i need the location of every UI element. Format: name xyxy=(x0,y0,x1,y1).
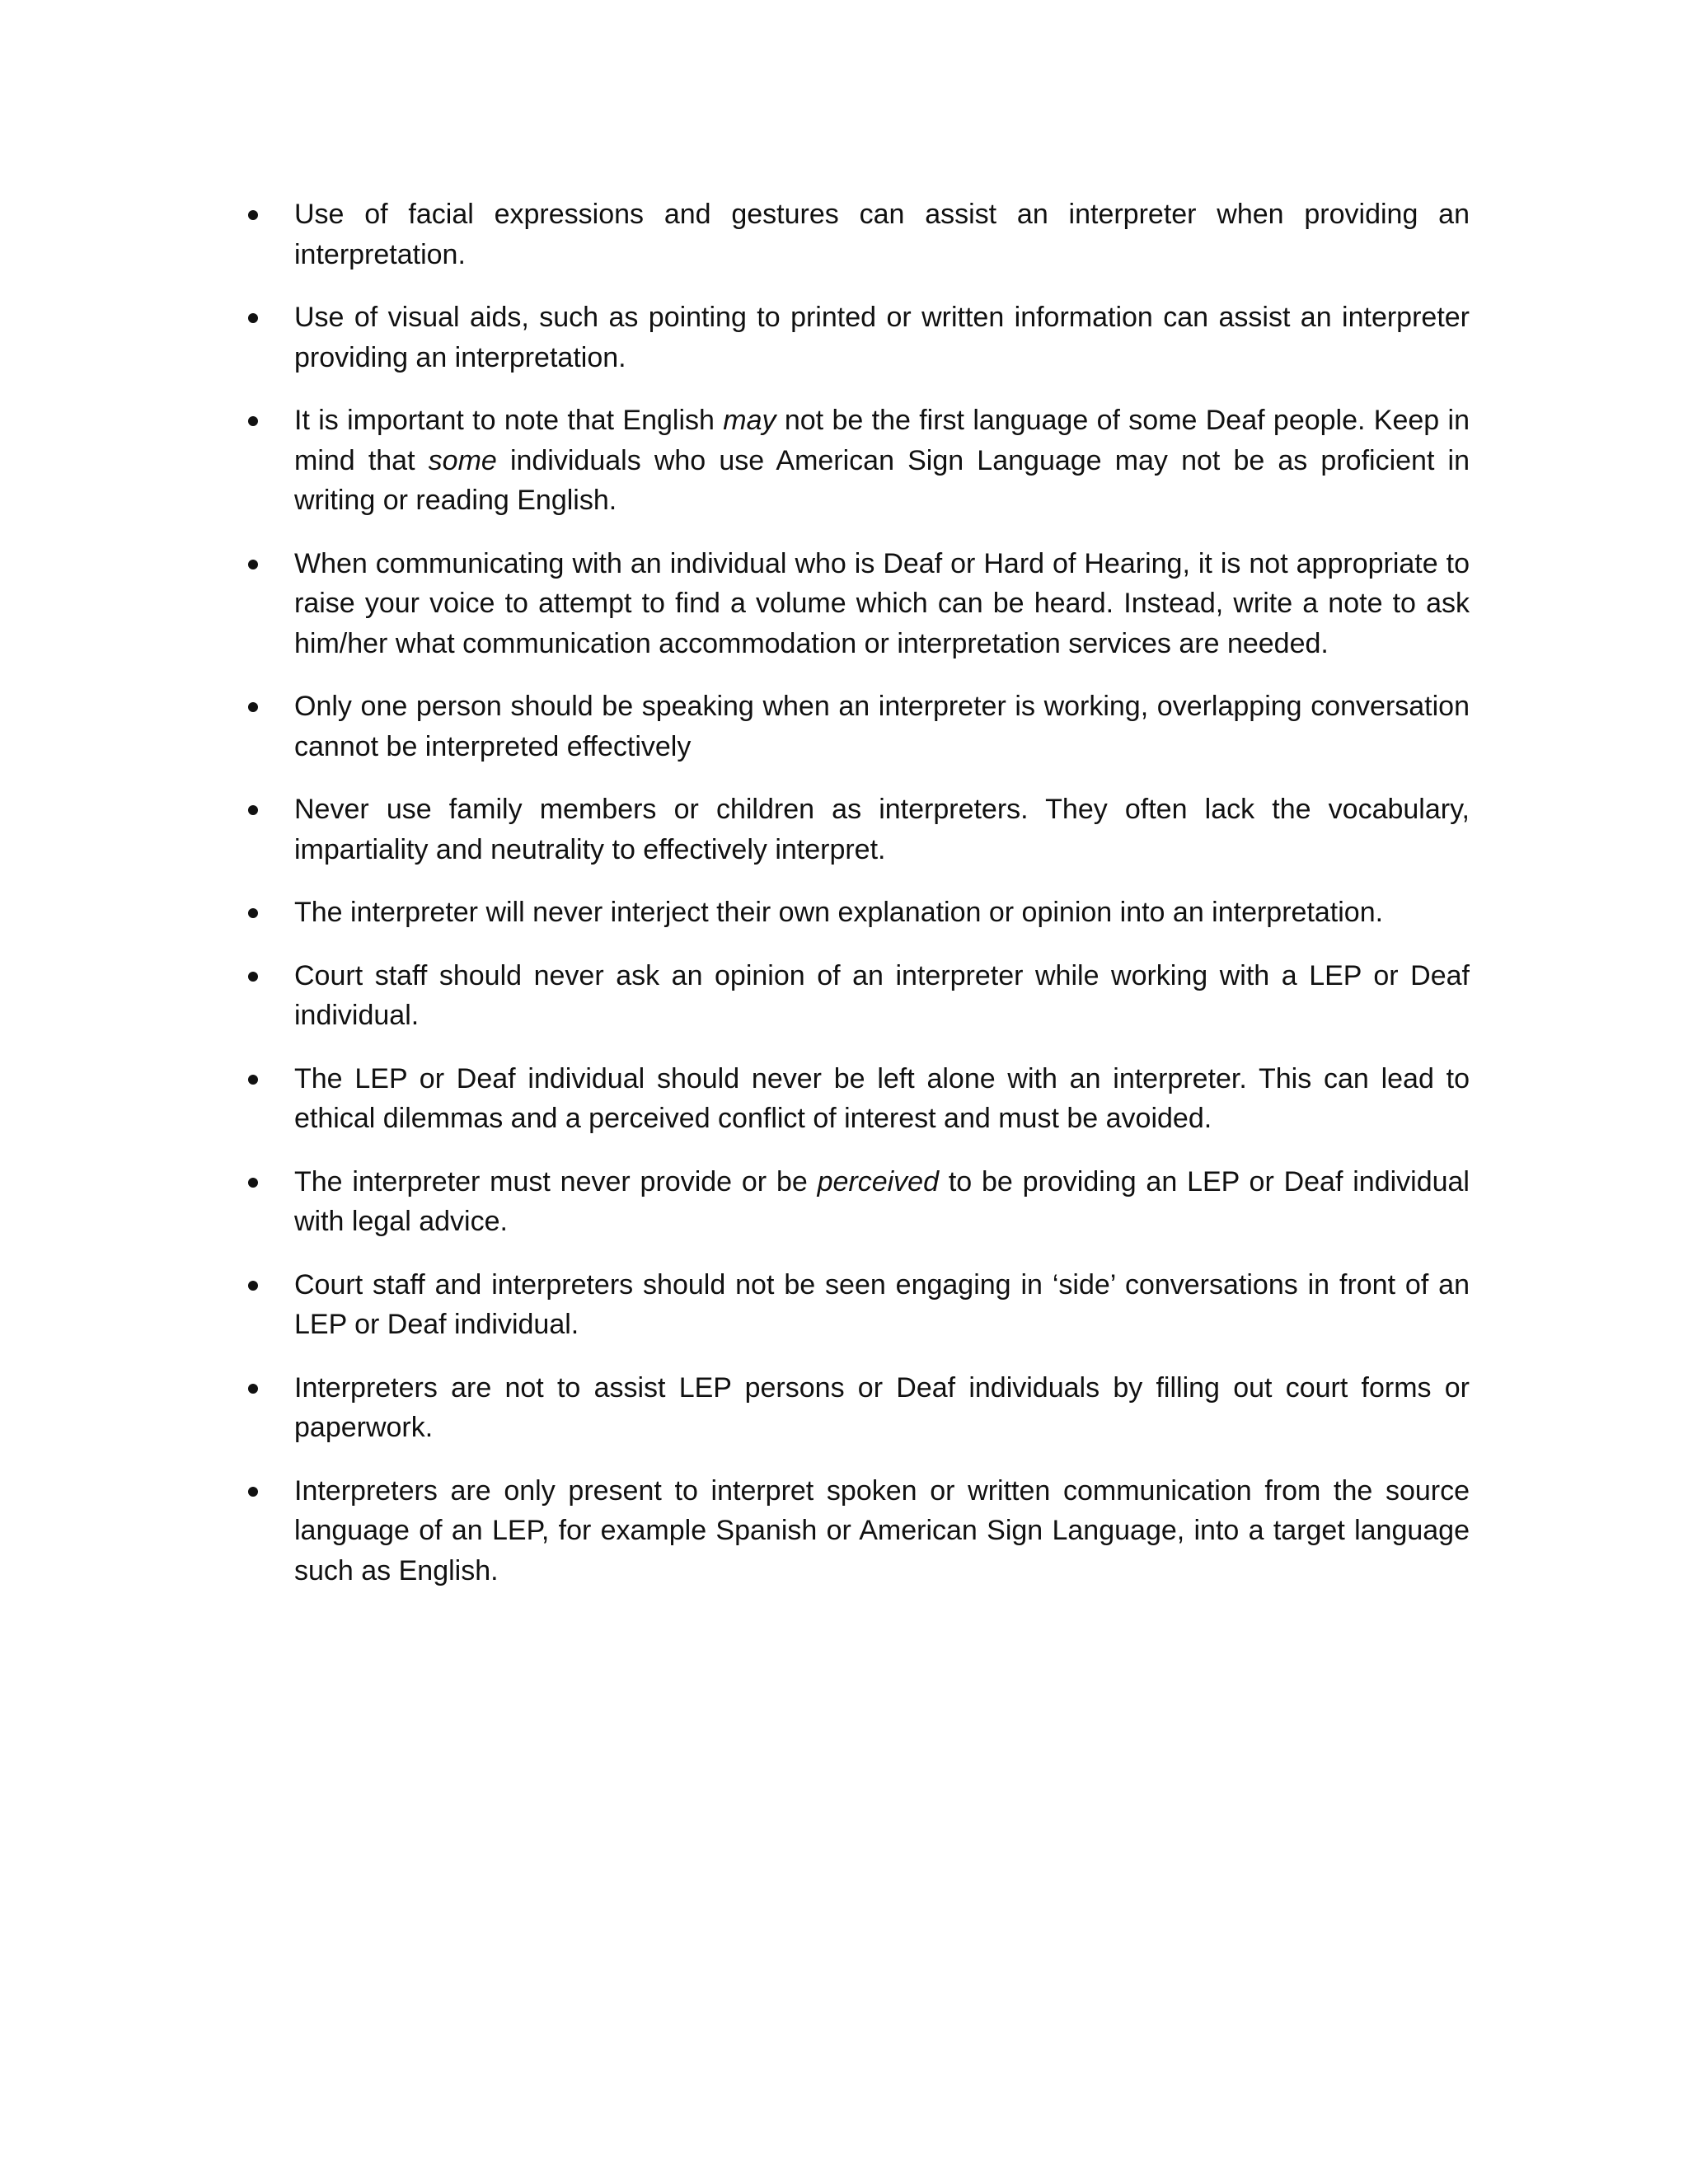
text-segment: Use of facial expressions and gestures can assist an interpreter when providing an interpretation. xyxy=(294,199,1470,270)
list-item xyxy=(243,956,1470,1036)
bullet-text xyxy=(294,687,1470,766)
bullet-text xyxy=(294,544,1470,664)
text-segment: When communicating with an individual who is Deaf or Hard of Hearing, it is not appropriate to raise your voice to attempt to find a volume which can be heard. Instead, write a note to ask him/her what communication accommodation or interpretation services are needed. xyxy=(294,547,1470,659)
emphasis-text: some xyxy=(428,444,497,476)
bullet-icon xyxy=(248,908,258,918)
text-segment: Interpreters are not to assist LEP persons or Deaf individuals by filling out court forms or paperwork. xyxy=(294,1371,1470,1443)
bullet-text xyxy=(294,401,1470,521)
bullet-list xyxy=(243,194,1470,1614)
list-item xyxy=(243,401,1470,521)
bullet-text xyxy=(294,194,1470,274)
bullet-text xyxy=(294,790,1470,869)
text-segment: The LEP or Deaf individual should never be left alone with an interpreter. This can lead to ethical dilemmas and a perceived conflict of interest and must be avoided. xyxy=(294,1062,1470,1134)
list-item xyxy=(243,687,1470,766)
bullet-icon xyxy=(248,416,258,426)
text-segment: Court staff and interpreters should not be seen engaging in ‘side’ conversations in front of an LEP or Deaf individual. xyxy=(294,1268,1470,1340)
bullet-text xyxy=(294,298,1470,377)
bullet-icon xyxy=(248,702,258,712)
text-segment: Interpreters are only present to interpret spoken or written communication from the source language of an LEP, for example Spanish or American Sign Language, into a target language such as English. xyxy=(294,1474,1470,1586)
bullet-icon xyxy=(248,1384,258,1394)
bullet-text xyxy=(294,1162,1470,1242)
bullet-icon xyxy=(248,1178,258,1188)
list-item xyxy=(243,1471,1470,1591)
text-segment: The interpreter will never interject their own explanation or opinion into an interpretation. xyxy=(294,897,1384,928)
text-segment: to be providing an LEP or Deaf individual with legal advice. xyxy=(294,1165,1470,1237)
list-item xyxy=(243,194,1470,274)
bullet-text xyxy=(294,1368,1470,1448)
list-item xyxy=(243,893,1470,933)
text-segment: Only one person should be speaking when an interpreter is working, overlapping conversation cannot be interpreted effectively xyxy=(294,691,1470,762)
list-item xyxy=(243,790,1470,869)
list-item xyxy=(243,298,1470,377)
bullet-icon xyxy=(248,1487,258,1497)
bullet-icon xyxy=(248,805,258,815)
bullet-text xyxy=(294,1059,1470,1139)
text-segment: individuals who use American Sign Language may not be as proficient in writing or reading English. xyxy=(294,444,1470,516)
bullet-text xyxy=(294,956,1470,1036)
list-item xyxy=(243,1162,1470,1242)
text-segment: The interpreter must never provide or be xyxy=(294,1165,818,1197)
list-item xyxy=(243,544,1470,664)
bullet-icon xyxy=(248,1075,258,1085)
text-segment: Court staff should never ask an opinion of an interpreter while working with a LEP or Deaf individual. xyxy=(294,959,1470,1031)
text-segment: not be the first language of some Deaf people. Keep in mind that xyxy=(294,405,1470,476)
text-segment: Use of visual aids, such as pointing to printed or written information can assist an interpreter providing an interpretation. xyxy=(294,302,1470,373)
text-segment: It is important to note that English xyxy=(294,405,724,436)
emphasis-text: perceived xyxy=(817,1165,939,1197)
emphasis-text: may xyxy=(723,405,776,436)
bullet-icon xyxy=(248,210,258,220)
bullet-icon xyxy=(248,313,258,323)
text-segment: Never use family members or children as interpreters. They often lack the vocabulary, impartiality and neutrality to effectively interpret. xyxy=(294,794,1470,865)
bullet-icon xyxy=(248,560,258,569)
bullet-icon xyxy=(248,972,258,982)
list-item xyxy=(243,1368,1470,1448)
list-item xyxy=(243,1059,1470,1139)
list-item xyxy=(243,1265,1470,1345)
bullet-text xyxy=(294,1265,1470,1345)
bullet-icon xyxy=(248,1281,258,1291)
bullet-text xyxy=(294,1471,1470,1591)
bullet-text xyxy=(294,893,1470,933)
